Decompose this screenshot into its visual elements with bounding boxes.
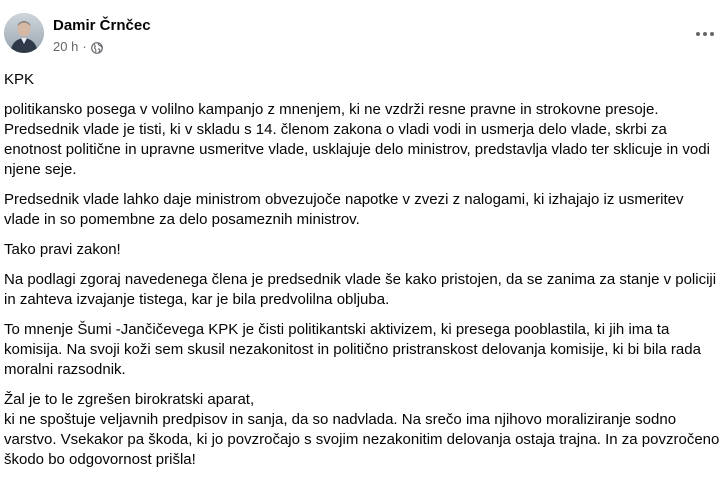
post-body [4,70,723,480]
author-name[interactable]: Damir Črnčec [53,17,151,34]
globe-icon[interactable] [91,42,103,54]
post-paragraph: politikansko posega v volilno kampanjo z mnenjem, ki ne vzdrži resne pravne in strokovne presoje. Predsednik vlade je tisti, ki v skladu s 14. členom zakona o vladi vodi in usmerja delo vlade, skrbi za enotnost politične in upravne usmeritve vlade, usklajuje delo ministrov, predstavlja vlado ter sklicuje in vodi njene seje. [4,101,710,178]
post-paragraph: Na podlagi zgoraj navedenega člena je predsednik vlade še kako pristojen, da se zanima za stanje v policiji in zahteva izvajanje tistega, kar je bila predvolilna obljuba. [4,271,717,308]
post-paragraph: Žal je to le zgrešen birokratski aparat, ki ne spoštuje veljavnih predpisov in sanja, da so nadvlada. Na srečo ima njihovo moraliziranje sodno varstvo. Vsekakor pa škoda, ki jo povzročajo s svojim nezakonitim delovanja ostaja trajna. In za povzročeno škodo bo odgovornost prišla! [4,391,720,468]
avatar[interactable] [4,13,44,53]
post-paragraph: KPK [4,71,35,88]
post-paragraph: Predsednik vlade lahko daje ministrom obvezujoče napotke v zvezi z nalogami, ki izhajajo iz usmeritev vlade in so pomembne za delo posameznih ministrov. [4,191,684,228]
profile-photo-icon [4,13,44,53]
post-meta [53,39,103,55]
meta-separator: · [82,39,87,54]
post-timestamp[interactable]: 20 h [53,39,79,54]
post-header [0,12,727,60]
more-options-icon[interactable] [691,24,719,44]
post-paragraph: To mnenje Šumi -Jančičevega KPK je čisti politikantski aktivizem, ki presega pooblastila, ki jih ima ta komisija. Na svoji koži sem skusil nezakonitost in politično pristranskost delovanja komisije, ki bi bila rada moralni razsodnik. [4,321,701,378]
post-paragraph: Tako pravi zakon! [4,241,121,258]
